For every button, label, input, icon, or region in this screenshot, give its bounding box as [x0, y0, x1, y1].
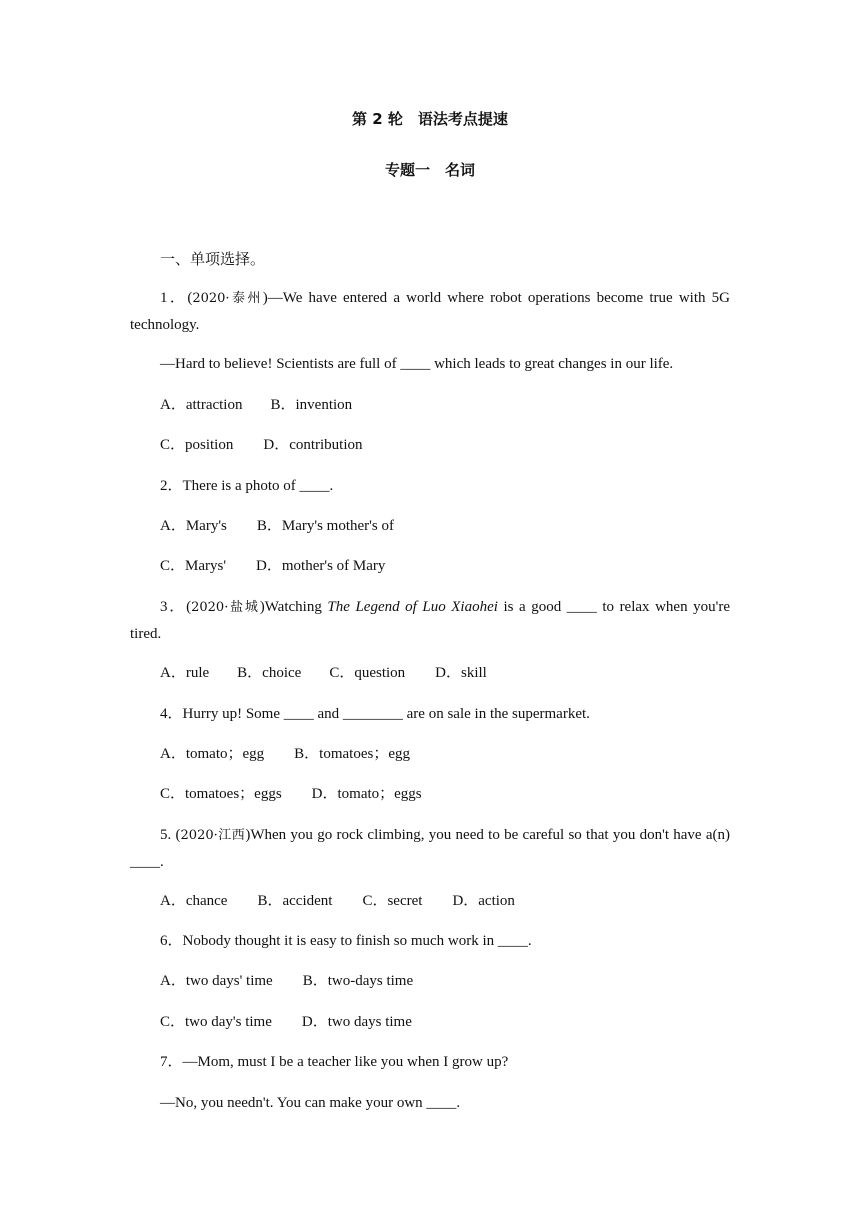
q6-option-a: A．two days' time: [160, 973, 273, 989]
q4-option-a: A．tomato；egg: [160, 746, 265, 762]
q2-option-d: D．mother's of Mary: [256, 558, 386, 574]
question-2-options-row2: [160, 556, 385, 576]
question-7-reply: —No, you needn't. You can make your own ____.: [160, 1095, 461, 1111]
q5-source: 2020·江西: [180, 828, 246, 843]
q3-prefix: 3．(: [160, 599, 192, 615]
q3-title-italic: The Legend of Luo Xiaohei: [327, 599, 498, 615]
question-4-options-row1: [160, 744, 410, 764]
q5-first-line: )When you go rock climbing, you need to be careful so that you don't have a(n): [245, 827, 731, 843]
topic-title: 专题一 名词: [384, 161, 475, 179]
q6-option-d: D．two days time: [301, 1014, 412, 1030]
question-6-options-row2: [160, 1012, 412, 1032]
q3-rest: is a good ____ to relax when you're: [497, 599, 730, 615]
question-4-stem: 4．Hurry up! Some ____ and ________ are on sale in the supermarket.: [160, 706, 590, 722]
q1-second-line: technology.: [130, 317, 200, 333]
q2-option-b: B．Mary's mother's of: [256, 518, 394, 534]
question-7-stem: 7．—Mom, must I be a teacher like you when I grow up?: [160, 1054, 509, 1070]
question-1-stem: [130, 285, 730, 338]
q1-option-b: B．invention: [270, 397, 353, 413]
q1-option-c: C．position: [160, 437, 234, 453]
round-title: 第 2 轮 语法考点提速: [352, 110, 508, 128]
q3-source: 2020·盐城: [191, 600, 260, 615]
q1-option-d: D．contribution: [263, 437, 363, 453]
q5-option-d: D．action: [452, 893, 515, 909]
q3-lead: )Watching: [259, 599, 328, 615]
question-2-options-row1: [160, 516, 394, 536]
q6-option-c: C．two day's time: [160, 1014, 272, 1030]
q2-option-a: A．Mary's: [160, 518, 227, 534]
q1-option-a: A．attraction: [160, 397, 243, 413]
q1-source: 2020·泰州: [192, 291, 263, 306]
question-5-stem: [130, 822, 730, 875]
q3-option-b: B．choice: [237, 665, 302, 681]
q6-option-b: B．two-days time: [302, 973, 414, 989]
question-6-stem: 6．Nobody thought it is easy to finish so much work in ____.: [160, 933, 532, 949]
question-6-options-row1: [160, 971, 413, 991]
question-4-options-row2: [160, 784, 422, 804]
question-1-options-row2: [160, 435, 363, 455]
q4-option-c: C．tomatoes；eggs: [160, 786, 282, 802]
q5-option-a: A．chance: [160, 893, 228, 909]
q5-second-line: ____.: [130, 854, 164, 870]
section-heading: 一、单项选择。: [160, 250, 266, 268]
q2-option-c: C．Marys': [160, 558, 227, 574]
q3-option-c: C．question: [329, 665, 406, 681]
q4-option-d: D．tomato；eggs: [311, 786, 422, 802]
question-2-stem: 2．There is a photo of ____.: [160, 478, 334, 494]
q3-option-a: A．rule: [160, 665, 210, 681]
q3-second-line: tired.: [130, 626, 162, 642]
q1-first-line: )—We have entered a world where robot operations become true with 5G: [262, 290, 731, 306]
question-1-reply: —Hard to believe! Scientists are full of ____ which leads to great changes in our life.: [160, 356, 674, 372]
q5-option-c: C．secret: [362, 893, 423, 909]
question-1-options-row1: [160, 395, 352, 415]
question-3-options: [160, 663, 487, 683]
q4-option-b: B．tomatoes；egg: [294, 746, 410, 762]
q3-option-d: D．skill: [435, 665, 487, 681]
question-5-options: [160, 891, 515, 911]
question-3-stem: [130, 594, 730, 647]
q1-prefix: 1．(: [160, 290, 193, 306]
q5-prefix: 5. (: [160, 827, 181, 843]
q5-option-b: B．accident: [257, 893, 333, 909]
